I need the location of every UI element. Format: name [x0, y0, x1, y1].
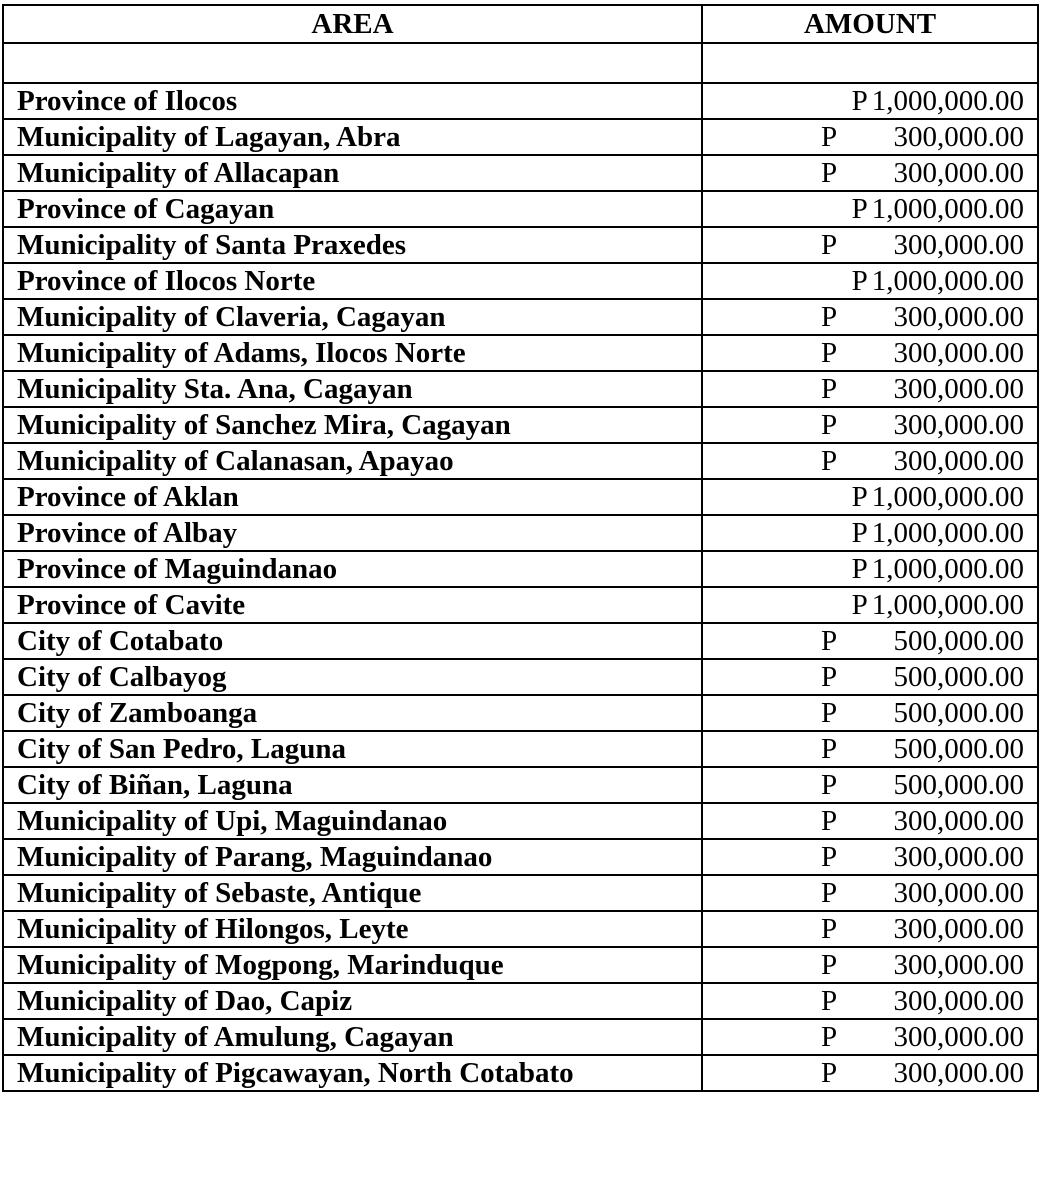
- amount-cell: [702, 371, 1038, 407]
- table-row: [3, 83, 1038, 119]
- amount-value: 300,000.00: [893, 841, 1024, 873]
- table-row: [3, 983, 1038, 1019]
- currency-symbol: P: [821, 301, 838, 333]
- area-cell: Municipality of Santa Praxedes: [3, 227, 702, 263]
- table-row: [3, 299, 1038, 335]
- amount-value: 300,000.00: [893, 157, 1024, 189]
- table-row: [3, 911, 1038, 947]
- amount-cell: [702, 407, 1038, 443]
- table-row: [3, 119, 1038, 155]
- table-row: [3, 839, 1038, 875]
- currency-symbol: P: [821, 625, 838, 657]
- blank-area-cell: [3, 43, 702, 83]
- currency-symbol: P: [821, 805, 838, 837]
- amount-value: 300,000.00: [893, 409, 1024, 441]
- table-row: [3, 623, 1038, 659]
- table-row: [3, 479, 1038, 515]
- amount-cell: [702, 767, 1038, 803]
- table-row: [3, 803, 1038, 839]
- amount-cell: [702, 227, 1038, 263]
- table-row: [3, 443, 1038, 479]
- area-cell: Province of Ilocos Norte: [3, 263, 702, 299]
- currency-symbol: P: [851, 193, 868, 225]
- amount-cell: [702, 875, 1038, 911]
- table-row: [3, 731, 1038, 767]
- currency-symbol: P: [821, 445, 838, 477]
- amount-value: 300,000.00: [893, 877, 1024, 909]
- currency-symbol: P: [821, 337, 838, 369]
- currency-symbol: P: [821, 373, 838, 405]
- amount-value: 1,000,000.00: [871, 265, 1024, 297]
- amount-cell: [702, 983, 1038, 1019]
- area-cell: City of Cotabato: [3, 623, 702, 659]
- amount-value: 1,000,000.00: [871, 193, 1024, 225]
- header-area: AREA: [3, 5, 702, 43]
- amount-cell: [702, 659, 1038, 695]
- area-cell: Municipality of Hilongos, Leyte: [3, 911, 702, 947]
- amount-value: 300,000.00: [893, 121, 1024, 153]
- table-row: [3, 515, 1038, 551]
- table-row: [3, 875, 1038, 911]
- table-row: [3, 695, 1038, 731]
- area-cell: Municipality of Mogpong, Marinduque: [3, 947, 702, 983]
- area-cell: Province of Aklan: [3, 479, 702, 515]
- area-cell: Province of Albay: [3, 515, 702, 551]
- area-cell: City of Biñan, Laguna: [3, 767, 702, 803]
- area-cell: Province of Maguindanao: [3, 551, 702, 587]
- area-cell: City of San Pedro, Laguna: [3, 731, 702, 767]
- amount-cell: [702, 623, 1038, 659]
- amount-value: 500,000.00: [893, 733, 1024, 765]
- amount-cell: [702, 335, 1038, 371]
- area-cell: Municipality of Adams, Ilocos Norte: [3, 335, 702, 371]
- area-cell: Municipality of Calanasan, Apayao: [3, 443, 702, 479]
- amount-value: 300,000.00: [893, 805, 1024, 837]
- table-row: [3, 155, 1038, 191]
- amount-value: 300,000.00: [893, 1057, 1024, 1089]
- currency-symbol: P: [821, 1057, 838, 1089]
- table-row: [3, 551, 1038, 587]
- table-row: [3, 227, 1038, 263]
- amount-value: 1,000,000.00: [871, 589, 1024, 621]
- amount-value: 500,000.00: [893, 661, 1024, 693]
- area-cell: Municipality of Upi, Maguindanao: [3, 803, 702, 839]
- table-row: [3, 335, 1038, 371]
- amount-cell: [702, 1055, 1038, 1091]
- area-cell: Municipality of Dao, Capiz: [3, 983, 702, 1019]
- amount-value: 300,000.00: [893, 301, 1024, 333]
- header-amount: AMOUNT: [702, 5, 1038, 43]
- area-cell: Province of Cavite: [3, 587, 702, 623]
- table-row: [3, 371, 1038, 407]
- area-cell: Municipality of Sanchez Mira, Cagayan: [3, 407, 702, 443]
- area-cell: Municipality of Sebaste, Antique: [3, 875, 702, 911]
- amount-cell: [702, 551, 1038, 587]
- amount-value: 500,000.00: [893, 769, 1024, 801]
- table-row: [3, 191, 1038, 227]
- currency-symbol: P: [821, 877, 838, 909]
- currency-symbol: P: [851, 85, 868, 117]
- amount-cell: [702, 83, 1038, 119]
- area-cell: Municipality of Claveria, Cagayan: [3, 299, 702, 335]
- area-cell: Province of Cagayan: [3, 191, 702, 227]
- amount-value: 300,000.00: [893, 373, 1024, 405]
- table-row: [3, 263, 1038, 299]
- area-cell: Municipality of Lagayan, Abra: [3, 119, 702, 155]
- area-cell: City of Zamboanga: [3, 695, 702, 731]
- blank-amount-cell: [702, 43, 1038, 83]
- blank-row: [3, 43, 1038, 83]
- amount-cell: [702, 695, 1038, 731]
- amount-value: 300,000.00: [893, 1021, 1024, 1053]
- currency-symbol: P: [821, 409, 838, 441]
- amount-cell: [702, 911, 1038, 947]
- table-row: [3, 587, 1038, 623]
- amount-cell: [702, 155, 1038, 191]
- table-row: [3, 947, 1038, 983]
- amount-value: 1,000,000.00: [871, 85, 1024, 117]
- currency-symbol: P: [851, 553, 868, 585]
- area-cell: City of Calbayog: [3, 659, 702, 695]
- amount-cell: [702, 731, 1038, 767]
- amount-cell: [702, 515, 1038, 551]
- amount-value: 300,000.00: [893, 985, 1024, 1017]
- currency-symbol: P: [821, 697, 838, 729]
- currency-symbol: P: [821, 841, 838, 873]
- amount-cell: [702, 191, 1038, 227]
- area-cell: Municipality of Allacapan: [3, 155, 702, 191]
- amount-cell: [702, 803, 1038, 839]
- currency-symbol: P: [821, 769, 838, 801]
- amount-cell: [702, 443, 1038, 479]
- currency-symbol: P: [821, 661, 838, 693]
- amount-value: 1,000,000.00: [871, 517, 1024, 549]
- amount-value: 300,000.00: [893, 445, 1024, 477]
- amount-value: 300,000.00: [893, 949, 1024, 981]
- table-row: [3, 767, 1038, 803]
- amount-cell: [702, 1019, 1038, 1055]
- currency-symbol: P: [851, 589, 868, 621]
- area-cell: Municipality of Amulung, Cagayan: [3, 1019, 702, 1055]
- amount-value: 300,000.00: [893, 337, 1024, 369]
- amount-value: 500,000.00: [893, 625, 1024, 657]
- amount-cell: [702, 299, 1038, 335]
- currency-symbol: P: [821, 913, 838, 945]
- currency-symbol: P: [851, 517, 868, 549]
- table-row: [3, 659, 1038, 695]
- currency-symbol: P: [821, 157, 838, 189]
- currency-symbol: P: [851, 265, 868, 297]
- table-row: [3, 1055, 1038, 1091]
- amount-value: 300,000.00: [893, 913, 1024, 945]
- amount-cell: [702, 587, 1038, 623]
- currency-symbol: P: [821, 985, 838, 1017]
- area-cell: Province of Ilocos: [3, 83, 702, 119]
- currency-symbol: P: [851, 481, 868, 513]
- currency-symbol: P: [821, 733, 838, 765]
- table-row: [3, 407, 1038, 443]
- amount-value: 1,000,000.00: [871, 481, 1024, 513]
- amount-cell: [702, 947, 1038, 983]
- allocation-table: [2, 4, 1039, 1092]
- area-cell: Municipality of Pigcawayan, North Cotabato: [3, 1055, 702, 1091]
- header-row: [3, 5, 1038, 43]
- amount-cell: [702, 263, 1038, 299]
- currency-symbol: P: [821, 229, 838, 261]
- amount-value: 300,000.00: [893, 229, 1024, 261]
- amount-cell: [702, 119, 1038, 155]
- amount-cell: [702, 839, 1038, 875]
- amount-value: 1,000,000.00: [871, 553, 1024, 585]
- table-body: [3, 43, 1038, 1091]
- currency-symbol: P: [821, 121, 838, 153]
- currency-symbol: P: [821, 949, 838, 981]
- area-cell: Municipality Sta. Ana, Cagayan: [3, 371, 702, 407]
- currency-symbol: P: [821, 1021, 838, 1053]
- amount-value: 500,000.00: [893, 697, 1024, 729]
- amount-cell: [702, 479, 1038, 515]
- area-cell: Municipality of Parang, Maguindanao: [3, 839, 702, 875]
- table-row: [3, 1019, 1038, 1055]
